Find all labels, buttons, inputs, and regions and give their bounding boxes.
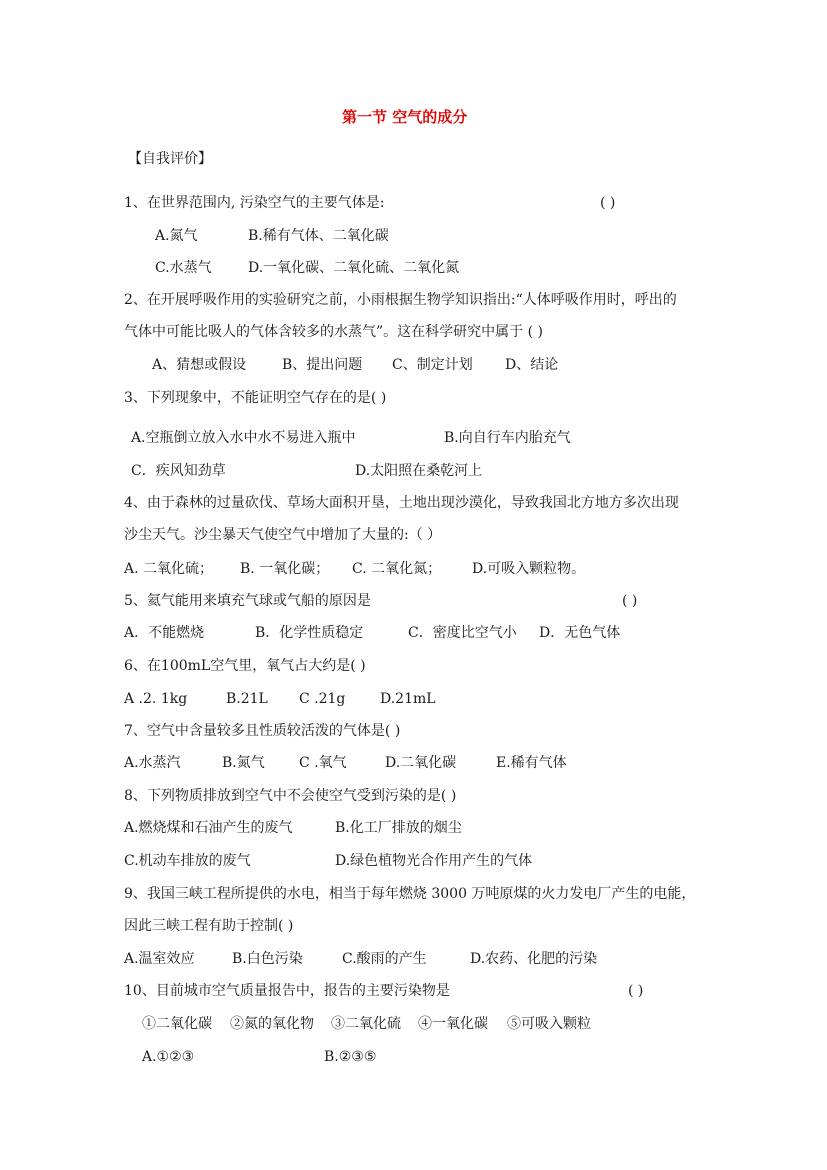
pollutant-item: ②氮的氧化物 <box>230 1016 314 1032</box>
option-c: C .21g <box>299 691 346 707</box>
option-d: D．无色气体 <box>539 625 621 641</box>
question-stem: 7、空气中含量较多且性质较活泼的气体是( ) <box>124 723 401 739</box>
option-d: D.二氧化碳 <box>385 755 457 771</box>
question-stem-line-1: 9、我国三峡工程所提供的水电，相当于每年燃烧 3000 万吨原煤的火力发电厂产生的电能， <box>124 886 696 902</box>
question-stem-line-1: 2、在开展呼吸作用的实验研究之前，小雨根据生物学知识指出:“人体呼吸作用时，呼出的 <box>124 292 677 308</box>
option-d: D、结论 <box>505 357 559 373</box>
option-a: A.水蒸汽 <box>124 755 181 771</box>
option-d: D.一氧化碳、二氧化硫、二氧化氮 <box>248 260 460 276</box>
pollutant-item: ③二氧化硫 <box>331 1016 401 1032</box>
answer-paren: ( ) <box>600 195 616 211</box>
pollutant-item: ⑤可吸入颗粒 <box>507 1016 591 1032</box>
option-b: B.②③⑤ <box>324 1049 377 1065</box>
option-b: B.白色污染 <box>232 951 303 967</box>
option-c: C.机动车排放的废气 <box>124 853 251 869</box>
option-a: A .2. 1kg <box>124 691 188 707</box>
option-d: D.农药、化肥的污染 <box>470 951 598 967</box>
question-stem-line-1: 4、由于森林的过量砍伐、草场大面积开垦，土地出现沙漠化，导致我国北方地方多次出现 <box>124 495 679 511</box>
page-title: 第一节 空气的成分 <box>342 108 468 126</box>
answer-paren: ( ) <box>622 593 638 609</box>
option-d: D.可吸入颗粒物。 <box>472 561 586 577</box>
pollutant-item: ①二氧化碳 <box>142 1016 212 1032</box>
option-d: D.21mL <box>380 691 436 707</box>
question-stem-line-2: 因此三峡工程有助于控制( ) <box>124 918 294 934</box>
option-a: A. 二氧化硫； <box>124 561 214 577</box>
option-a: A.①②③ <box>142 1049 195 1065</box>
question-stem: 10、目前城市空气质量报告中，报告的主要污染物是 <box>124 983 450 999</box>
option-c: C、制定计划 <box>392 357 473 373</box>
option-b: B.化工厂排放的烟尘 <box>335 820 462 836</box>
option-a: A.燃烧煤和石油产生的废气 <box>124 820 293 836</box>
option-b: B.向自行车内胎充气 <box>444 430 571 446</box>
option-a: A.空瓶倒立放入水中水不易进入瓶中 <box>131 430 356 446</box>
question-stem-line-2: 沙尘天气。沙尘暴天气使空气中增加了大量的:（ ） <box>124 527 442 543</box>
option-b: B. 一氧化碳； <box>240 561 330 577</box>
option-c: C .氧气 <box>299 755 347 771</box>
option-a: A．不能燃烧 <box>124 625 205 641</box>
option-c: C.酸雨的产生 <box>342 951 427 967</box>
option-b: B.氮气 <box>222 755 265 771</box>
question-stem: 5、氦气能用来填充气球或气船的原因是 <box>124 593 371 609</box>
option-a: A.温室效应 <box>124 951 195 967</box>
question-stem: 8、下列物质排放到空气中不会使空气受到污染的是( ) <box>124 788 457 804</box>
option-b: B.21L <box>226 691 268 707</box>
question-stem: 6、在100mL空气里，氧气占大约是( ) <box>124 658 366 674</box>
option-a: A.氮气 <box>155 228 198 244</box>
question-stem: 3、下列现象中，不能证明空气存在的是( ) <box>124 390 387 406</box>
option-b: B、提出问题 <box>282 357 363 373</box>
pollutant-item: ④一氧化碳 <box>418 1016 488 1032</box>
question-stem-line-2: 气体中可能比吸人的气体含较多的水蒸气”。这在科学研究中属于 ( ) <box>124 324 543 340</box>
option-b: B．化学性质稳定 <box>255 625 364 641</box>
option-a: A、猜想或假设 <box>152 357 247 373</box>
option-d: D.绿色植物光合作用产生的气体 <box>335 853 533 869</box>
option-e: E.稀有气体 <box>496 755 567 771</box>
section-header: 【自我评价】 <box>128 151 212 167</box>
option-d: D.太阳照在桑乾河上 <box>355 463 483 479</box>
option-c: C.水蒸气 <box>155 260 212 276</box>
option-b: B.稀有气体、二氧化碳 <box>248 228 389 244</box>
option-c: C．疾风知劲草 <box>131 463 226 479</box>
question-stem: 1、在世界范围内, 污染空气的主要气体是: <box>124 195 385 211</box>
answer-paren: ( ) <box>628 983 644 999</box>
option-c: C. 二氧化氮； <box>352 561 442 577</box>
option-c: C．密度比空气小 <box>408 625 517 641</box>
